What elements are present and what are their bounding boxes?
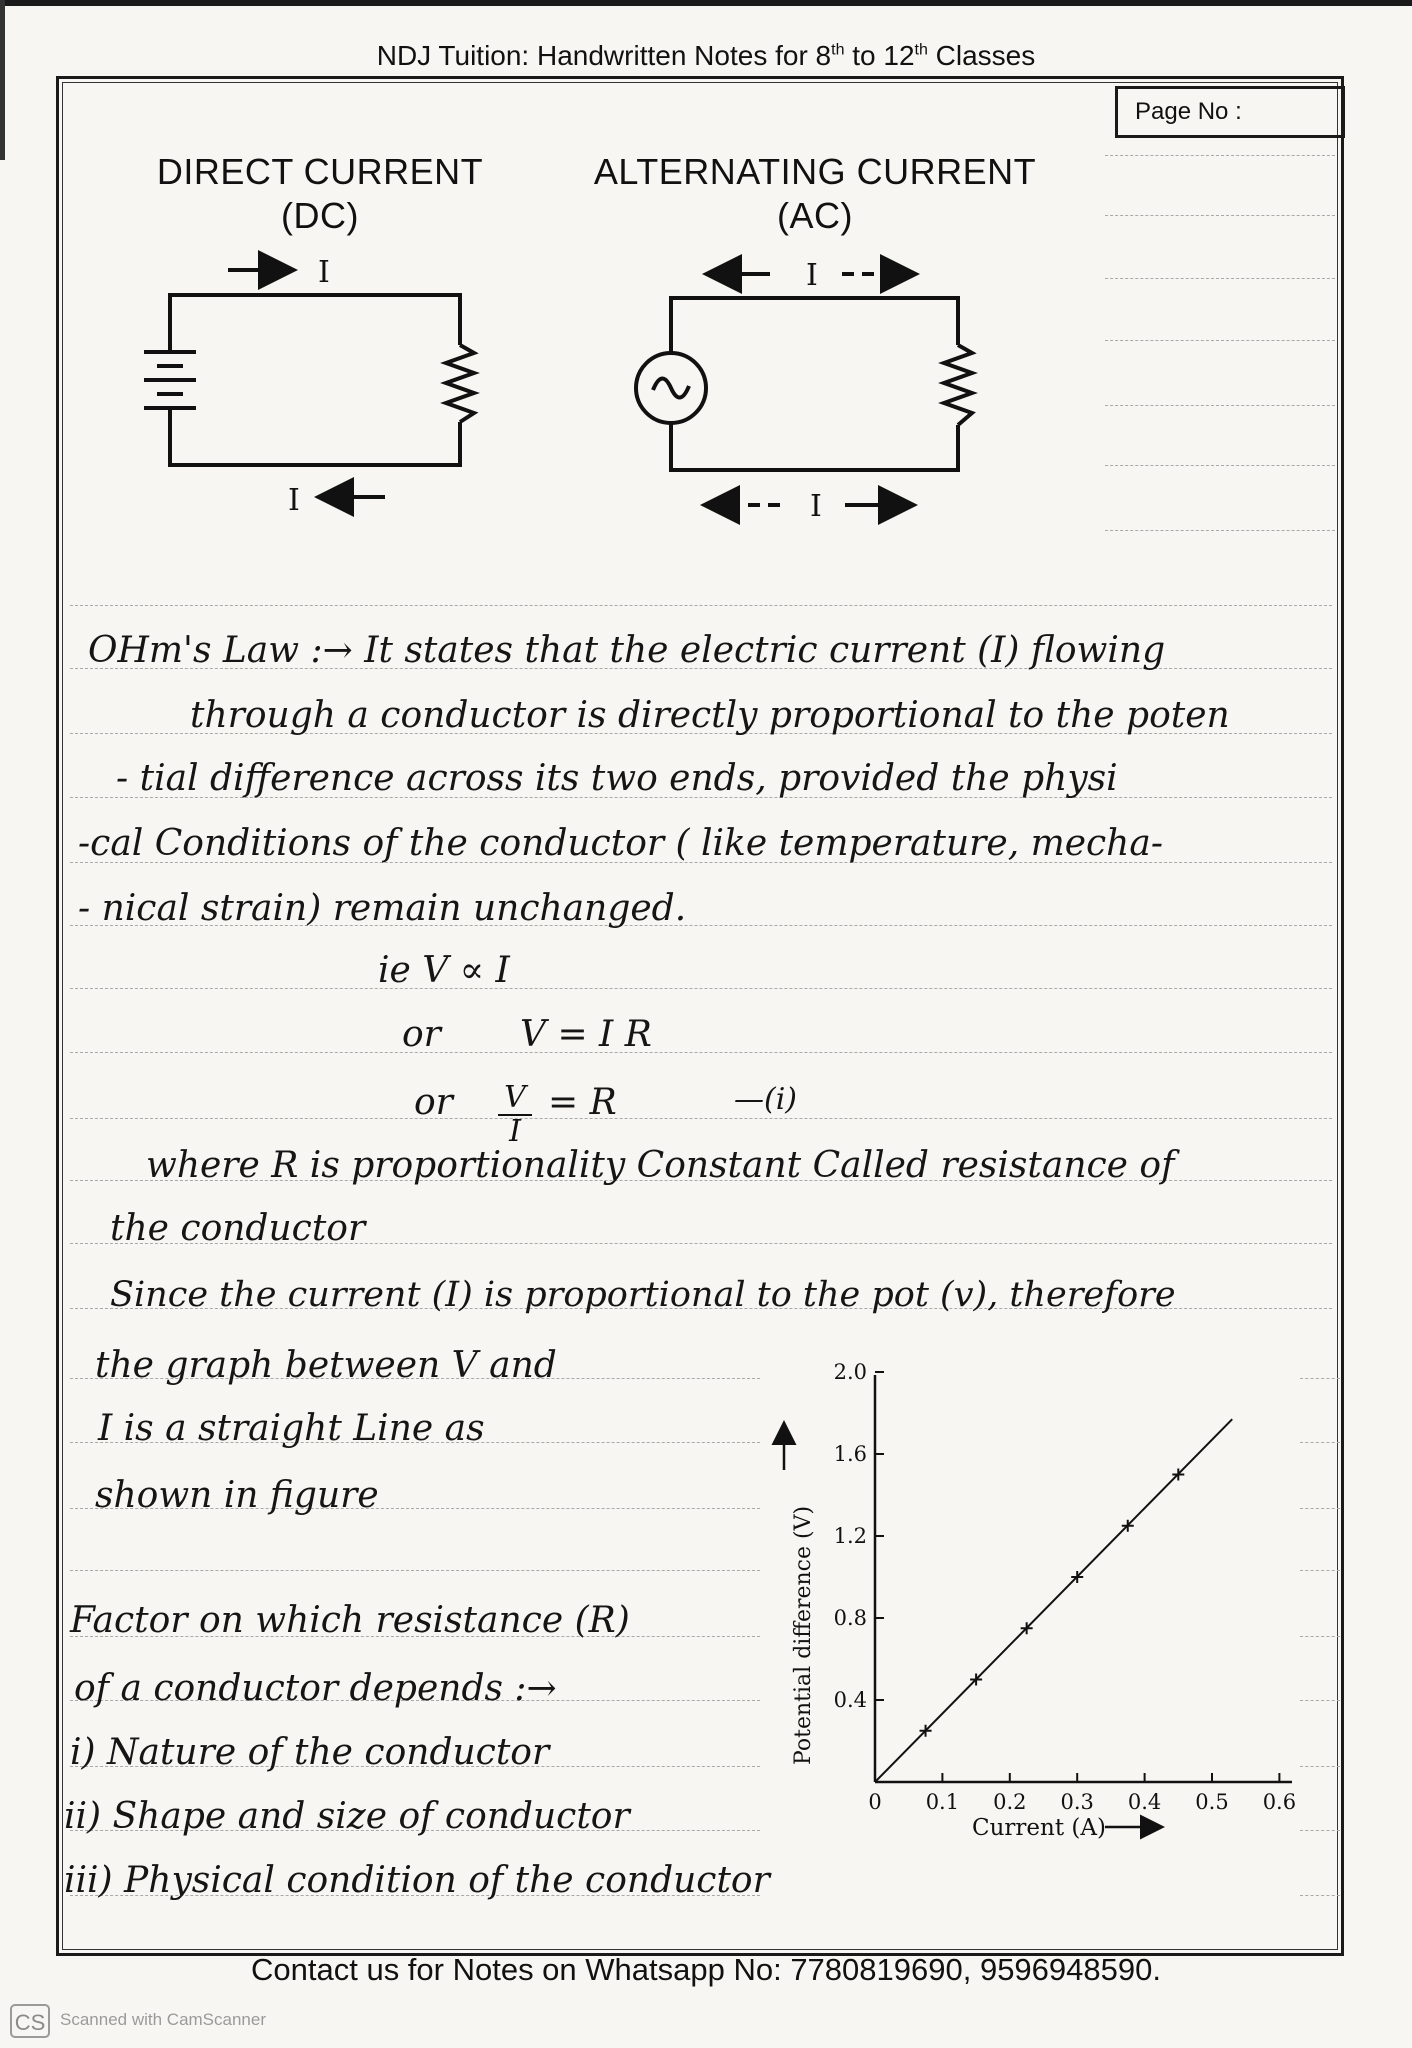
circuit-diagrams [0, 0, 1412, 560]
x-tick-label: 0 [868, 1790, 882, 1814]
ac-circuit [636, 274, 972, 505]
ruled-line [70, 1052, 1332, 1053]
x-tick-label: 0.4 [1127, 1790, 1162, 1814]
resistor-icon [944, 345, 972, 425]
dc-current-label-top: I [318, 255, 330, 290]
ac-heading: ALTERNATING CURRENT (AC) [593, 151, 1037, 236]
ohms-law-line-3: - tial difference across its two ends, provided the physi [116, 758, 1118, 799]
ruled-line [70, 605, 1332, 606]
ohms-law-line-1: OHm's Law :→ It states that the electric current (I) flowing [88, 630, 1166, 671]
factors-heading: Factor on which resistance (R) [70, 1600, 630, 1641]
y-tick-label: 0.8 [833, 1606, 867, 1630]
x-tick-label: 0.6 [1262, 1790, 1297, 1814]
page-number-box: Page No : [1115, 86, 1345, 138]
graph-line-1: Since the current (I) is proportional to the pot (v), therefore [110, 1275, 1176, 1315]
factor-3: iii) Physical condition of the conductor [64, 1860, 770, 1901]
page-header-title: NDJ Tuition: Handwritten Notes for 8th to 12th Classes [376, 40, 1036, 71]
ac-current-label-top: I [806, 258, 818, 293]
footer-contact: Contact us for Notes on Whatsapp No: 7780819690, 9596948590. [251, 1952, 1161, 1987]
equation-fraction: V I [498, 1082, 532, 1148]
camscanner-text: Scanned with CamScanner [60, 2010, 267, 2029]
equation-label: —(i) [734, 1082, 798, 1117]
y-tick-label: 2.0 [833, 1360, 867, 1384]
vi-graph [770, 1340, 1330, 1860]
resistance-line-1: where R is proportionality Constant Called resistance of [146, 1145, 1175, 1186]
resistor-icon [446, 345, 474, 422]
x-tick-label: 0.3 [1060, 1790, 1094, 1814]
dc-circuit [144, 270, 474, 497]
equation-proportional: ie V ∝ I [378, 950, 510, 991]
x-axis-label: Current (A) [972, 1815, 1106, 1841]
factor-2: ii) Shape and size of conductor [64, 1796, 630, 1837]
ruled-line [70, 1570, 760, 1571]
equation-or-2: or [414, 1082, 453, 1123]
y-tick-label: 1.2 [833, 1524, 867, 1548]
y-tick-label: 0.4 [833, 1688, 867, 1712]
ohms-law-line-5: - nical strain) remain unchanged. [78, 888, 687, 929]
camscanner-logo: CS [10, 2004, 50, 2038]
equation-vir: V = I R [520, 1014, 652, 1055]
ruled-line [1300, 1895, 1340, 1896]
graph-line-3: I is a straight Line as [98, 1408, 485, 1449]
x-tick-label: 0.1 [925, 1790, 960, 1814]
graph-line-2: the graph between V and [95, 1345, 557, 1386]
equation-or-1: or [402, 1014, 441, 1055]
ruled-line [70, 1118, 1332, 1119]
ruled-line [70, 988, 1332, 989]
y-tick-label: 1.6 [833, 1442, 867, 1466]
dc-heading: DIRECT CURRENT (DC) [156, 151, 484, 236]
equation-rhs: = R [548, 1082, 617, 1123]
graph-line-4: shown in figure [95, 1475, 379, 1516]
x-tick-label: 0.5 [1195, 1790, 1229, 1814]
ac-current-label-bottom: I [810, 489, 822, 524]
ohms-law-line-4: -cal Conditions of the conductor ( like temperature, mecha- [78, 823, 1163, 864]
battery-icon [144, 352, 196, 408]
y-axis-label: Potential difference (V) [791, 1505, 816, 1765]
ohms-law-line-2: through a conductor is directly proportional to the poten [190, 695, 1230, 736]
x-tick-label: 0.2 [993, 1790, 1027, 1814]
factors-line-2: of a conductor depends :→ [74, 1668, 557, 1709]
dc-current-label-bottom: I [288, 483, 300, 518]
resistance-line-2: the conductor [110, 1208, 366, 1249]
factor-1: i) Nature of the conductor [70, 1732, 550, 1773]
